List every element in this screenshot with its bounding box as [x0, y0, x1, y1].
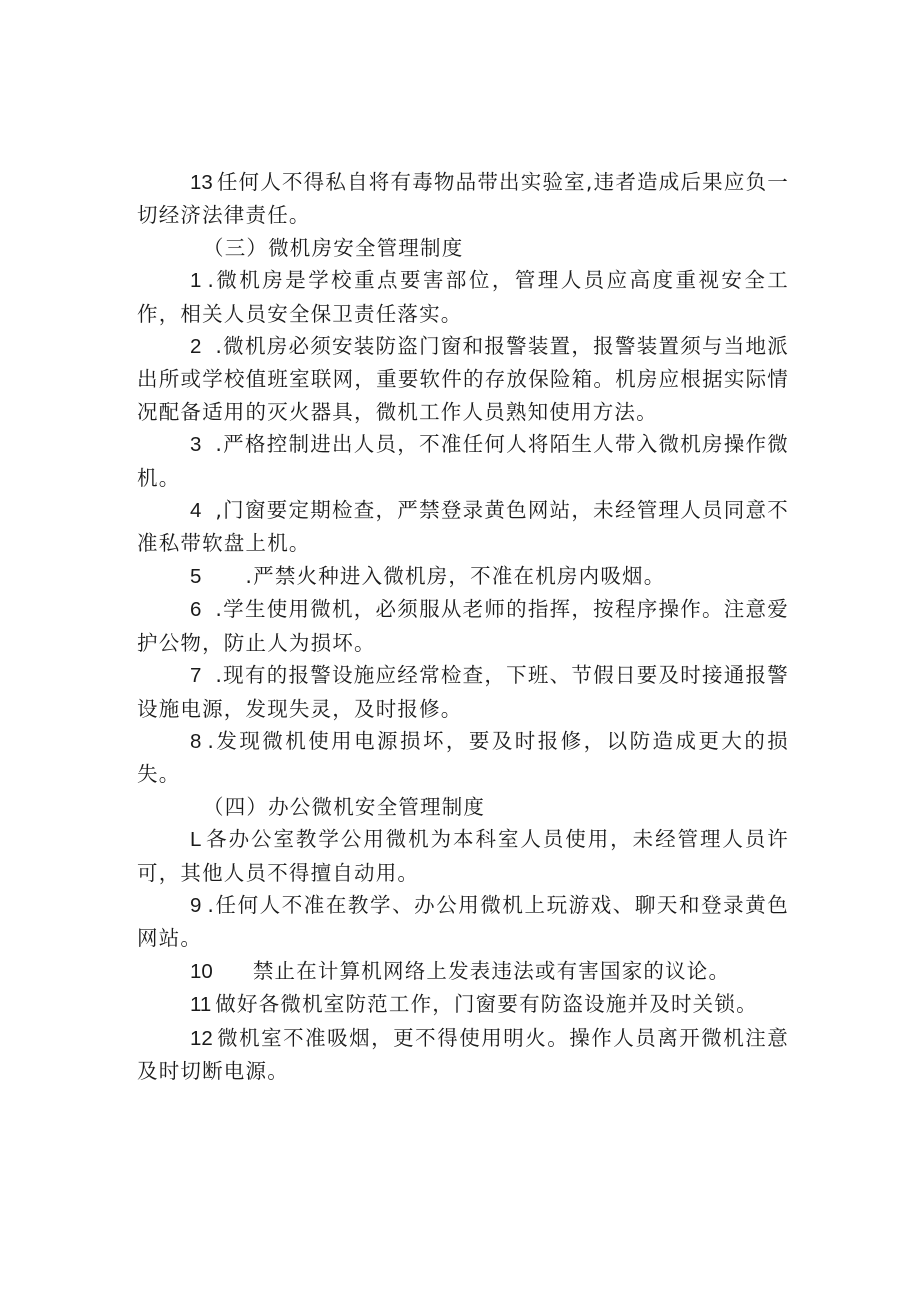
clause-number: 13 [190, 171, 213, 194]
numbered-clause [137, 166, 789, 232]
clause-text: .微机房必须安装防盗门窗和报警装置，报警装置须与当地派出所或学校值班室联网，重要软件的存放保险箱。机房应根据实际情况配备适用的灭火器具，微机工作人员熟知使用方法。 [137, 334, 789, 424]
clause-text: 做好各微机室防范工作，门窗要有防盗设施并及时关锁。 [215, 992, 758, 1017]
document-body [137, 166, 789, 1087]
clause-text: .严格控制进出人员，不准任何人将陌生人带入微机房操作微机。 [137, 432, 789, 490]
clause-number: 3 [190, 433, 202, 457]
clause-text: ,门窗要定期检查，严禁登录黄色网站，未经管理人员同意不准私带软盘上机。 [137, 498, 789, 556]
numbered-clause [137, 823, 789, 889]
clause-text: 禁止在计算机网络上发表违法或有害国家的议论。 [252, 958, 731, 983]
section-heading: （四）办公微机安全管理制度 [203, 794, 486, 819]
clause-number: 11 [190, 993, 212, 1017]
clause-number: 1 [190, 269, 202, 293]
numbered-clause [137, 560, 789, 593]
clause-text: .微机房是学校重点要害部位，管理人员应高度重视安全工作，相关人员安全保卫责任落实。 [137, 268, 789, 326]
clause-number: 6 [190, 598, 202, 622]
clause-text: .现有的报警设施应经常检查，下班、节假日要及时接通报警设施电源，发现失灵，及时报修。 [137, 663, 789, 721]
clause-number: 12 [190, 1026, 213, 1050]
numbered-clause [137, 955, 789, 988]
numbered-clause [137, 725, 789, 791]
numbered-clause [137, 428, 789, 494]
numbered-clause [137, 264, 789, 330]
clause-text: 微机室不准吸烟，更不得使用明火。操作人员离开微机注意及时切断电源。 [137, 1025, 789, 1083]
clause-text: .学生使用微机，必须服从老师的指挥，按程序操作。注意爱护公物，防止人为损坏。 [137, 597, 789, 655]
numbered-clause [137, 659, 789, 725]
clause-number: 9 [190, 893, 202, 917]
clause-number: L [190, 828, 202, 852]
clause-number: 5 [190, 564, 202, 588]
clause-number: 10 [190, 959, 213, 983]
clause-text: .发现微机使用电源损坏，要及时报修，以防造成更大的损失。 [137, 728, 789, 787]
numbered-clause [137, 593, 789, 659]
clause-text: .严禁火种进入微机房，不准在机房内吸烟。 [245, 563, 666, 588]
numbered-clause [137, 330, 789, 428]
clause-number: 7 [190, 664, 202, 688]
clause-text: 各办公室教学公用微机为本科室人员使用，未经管理人员许可，其他人员不得擅自动用。 [137, 827, 789, 885]
clause-number: 8 [190, 729, 202, 753]
numbered-clause [137, 494, 789, 560]
clause-number: 2 [190, 335, 202, 359]
numbered-clause [137, 988, 789, 1021]
section-heading: （三）微机房安全管理制度 [203, 235, 464, 260]
numbered-clause [137, 889, 789, 955]
clause-text: .任何人不准在教学、办公用微机上玩游戏、聊天和登录黄色网站。 [137, 892, 789, 951]
clause-text: 任何人不得私自将有毒物品带出实验室,违者造成后果应负一切经济法律责任。 [137, 170, 789, 228]
clause-number: 4 [190, 499, 202, 523]
numbered-clause [137, 1022, 789, 1088]
